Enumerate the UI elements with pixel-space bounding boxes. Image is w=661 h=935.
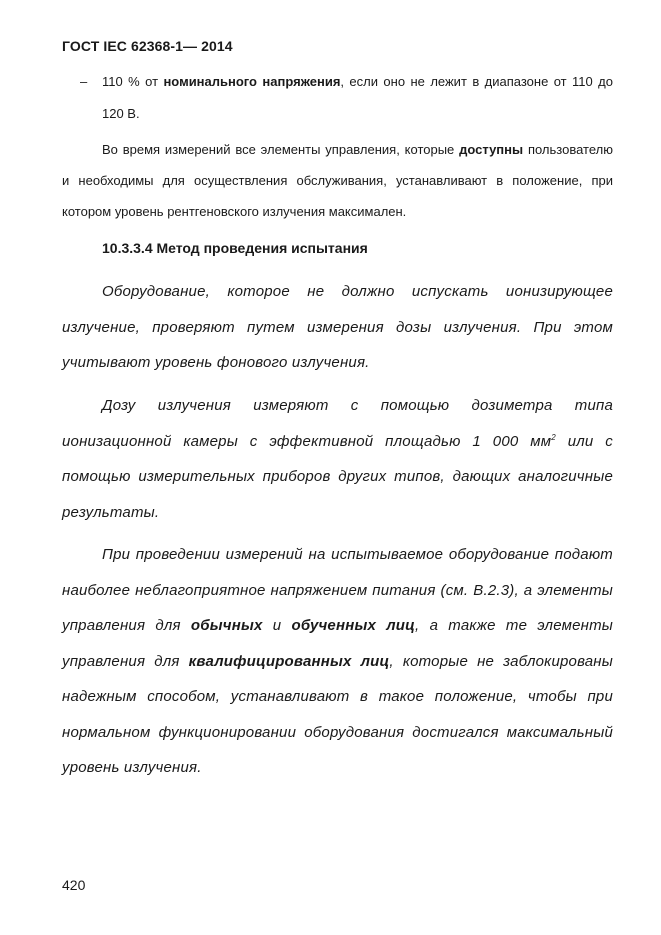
list-dash-marker: – — [80, 74, 88, 89]
term-instructed-persons: обученных лиц — [291, 617, 416, 634]
list-item-voltage — [62, 66, 613, 130]
paragraph-controls — [62, 134, 613, 227]
measurements-text-c: , а также те элементы управления для — [62, 617, 614, 670]
measurements-text-d: , которые не заблокированы надежным способом, устанавливают в такое положение, чтобы при нормальном функционировании оборудования достигался максимальный уровень излучения. — [62, 652, 614, 776]
list-item-text-start: 110 % от — [102, 74, 164, 89]
measurements-text-b: и — [262, 617, 292, 634]
dose-text-start: Дозу излучения измеряют с помощью дозиметра типа ионизационной камеры с эффективной площадью 1 000 мм — [62, 397, 613, 450]
measurements-text-a: При проведении измерений на испытываемое оборудование подают наиболее неблагоприятное напряжением питания (см. В.2.3), а элементы управления для — [62, 546, 613, 634]
paragraph-controls-end: пользователю и необходимы для осуществления обслуживания, устанавливают в положение, при котором уровень рентгеновского излучения максимален. — [62, 142, 613, 219]
section-heading: 10.3.3.4 Метод проведения испытания — [102, 240, 368, 256]
document-header-title: ГОСТ IEC 62368-1— 2014 — [62, 38, 233, 54]
list-item-text-end: , если оно не лежит в диапазоне от 110 до 120 В. — [102, 74, 613, 121]
list-item-term-rated-voltage: номинального напряжения — [163, 74, 341, 89]
page-number: 420 — [62, 877, 86, 893]
term-skilled-persons: квалифицированных лиц — [188, 652, 390, 670]
term-accessible: доступны — [459, 142, 524, 157]
italic-paragraph-measurements — [62, 537, 613, 786]
term-ordinary: обычных — [190, 617, 263, 634]
italic-paragraph-equipment: Оборудование, которое не должно испускать ионизирующее излучение, проверяют путем измерения дозы излучения. При этом учитывают уровень фонового излучения. — [62, 283, 613, 371]
superscript-two: 2 — [551, 432, 556, 442]
dose-text-end: или с помощью измерительных приборов других типов, дающих аналогичные результаты. — [62, 432, 613, 521]
paragraph-controls-start: Во время измерений все элементы управления, которые — [102, 142, 460, 157]
italic-paragraph-dose — [62, 388, 613, 530]
